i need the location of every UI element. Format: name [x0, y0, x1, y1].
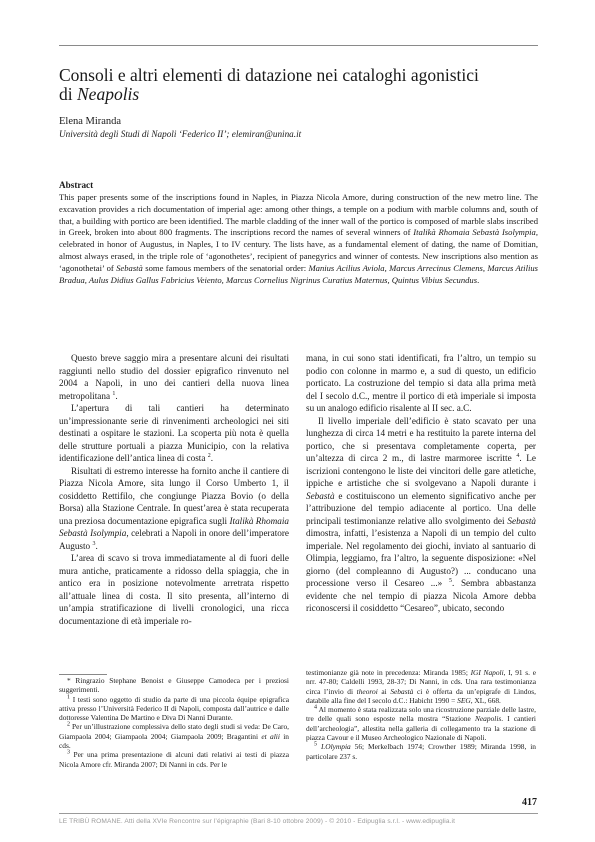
header-rule — [59, 45, 538, 46]
title-prefix: di — [59, 84, 77, 104]
body-paragraph: mana, in cui sono stati identificati, fra l’altro, un tempio su podio con colonne in marmo e, a sud di questo, un edificio porticato. La costruzione del tempio si data alla prima metà del I secolo d.C., mentre il portico di età imperiale si imposta su un analogo edificio risalente al II sec. a.C. — [306, 353, 536, 413]
publication-footer: LE TRIBÙ ROMANE. Atti della XVIe Rencontre sur l’épigraphie (Bari 8-10 ottobre 2009) - © 2010 - Edipuglia s.r.l. - www.edipuglia.it — [59, 818, 456, 825]
footnote-ref[interactable]: 4 — [516, 452, 520, 459]
footnote: $^3$ Per una prima presentazione di alcuni dati relativi ai testi di piazza Nicola Amore cfr. Miranda 2007; Di Nanni in cds. Per le — [59, 749, 289, 769]
footnote: * Ringrazio Stephane Benoist e Giuseppe Camodeca per i preziosi suggerimenti. — [59, 676, 289, 695]
body-paragraph: Il livello imperiale dell’edificio è stato scavato per una lunghezza di circa 14 metri e ha restituito la parete interna del portico, che si presentava completamente coperta, per un’altezza di circa 2 m., di lastre marmoree iscritte $^4$. Le iscrizioni contengono le liste dei vincitori delle gare atletiche, ippiche e artistiche che si svolgevano a Napoli durante i Sebastà e costituiscono un elemento significativo anche per l’attribuzione del tempio adiacente al portico. Una delle principali testimonianze relative allo svolgimento dei Sebastà dimostra, infatti, l’esistenza a Napoli di un tempio del culto imperiale. Nel regolamento dei giochi, inviato al santuario di Olimpia, leggiamo, fra l’altro, la seguente disposizione: «Nel giorno (del compleanno di Augusto?) ... conducano una processione verso il Cesareo ...» $^5$. Sembra abbastanza evidente che nel tempio di piazza Nicola Amore debba riconoscersi il cosiddetto “Cesareo”, ubicato, secondo — [306, 415, 537, 613]
footnote: $^1$ I testi sono oggetto di studio da parte di una piccola équipe epigrafica attiva presso l’Università Federico II di Napoli, composta dall’autrice e dalle dottoresse Valentina De Martino e Diva Di Nanni Durante. — [59, 694, 289, 723]
body-paragraph: L’area di scavo si trova immediatamente al di fuori delle mura antiche, praticamente a ridosso della spiaggia, che in antico era in posizione notevolmente arretrata rispetto all’attuale linea di costa. Il sito presenta, all’interno di un’ampia stratificazione di livelli cronologici, una ricca documentazione di età imperiale ro- — [59, 553, 289, 626]
footnote-continued: testimonianze già note in precedenza: Miranda 1985; IGI Napoli, I, 91 s. e nrr. 47-80; Caldelli 1993, 28-37; Di Nanni, in cds. Una rara testimonianza circa l’invio di theoroi ai Sebastà ci è offerta da un’epigrafe di Lindos, databile alla fine del I secolo d.C.: Habicht 1990 = SEG, XL, 668. — [306, 668, 536, 705]
footnotes-right — [306, 668, 536, 761]
abstract-heading: Abstract — [59, 180, 94, 190]
title-main: Consoli e altri elementi di datazione nei cataloghi agonistici — [59, 65, 479, 85]
footnote-ref[interactable]: 1 — [112, 390, 116, 397]
footnote: $^4$ Al momento è stata realizzata solo una ricostruzione parziale delle lastre, tre delle quali sono esposte nella mostra “Stazione Neapolis. I cantieri dell’archeologia”, allestita nella galleria di collegamento tra la stazione di piazza Cavour e il Museo Archeologico Nazionale di Napoli. — [306, 704, 536, 743]
body-paragraph: Questo breve saggio mira a presentare alcuni dei risultati raggiunti nello studio del dossier epigrafico rinvenuto nel 2004 a Napoli, in uno dei cantieri della nuova linea metropolitana $^1$. — [59, 353, 289, 401]
footnote-rule — [59, 674, 107, 675]
footnotes-left — [59, 676, 289, 769]
author-affiliation: Università degli Studi di Napoli ‘Federico II’; elemiran@unina.it — [59, 129, 302, 139]
body-paragraph: L’apertura di tali cantieri ha determinato un’impressionante serie di rinvenimenti archeologici nei siti destinati a ospitare le stazioni. La scoperta più nota è quella delle strutture portuali a piazza Municipio, con la relativa identificazione dell’antica linea di costa $^2$. — [59, 403, 289, 463]
footnote-ref[interactable]: 2 — [207, 452, 211, 459]
footnote: $^5$ I.Olympia 56; Merkelbach 1974; Crowther 1989; Miranda 1998, in particolare 237 s. — [306, 741, 536, 761]
body-paragraph: Risultati di estremo interesse ha fornito anche il cantiere di Piazza Nicola Amore, sita lungo il Corso Umberto 1, il cosiddetto Rettifilo, che congiunge Piazza Bovio (o della Borsa) alla Stazione Centrale. In quest’area è stata recuperata una preziosa documentazione epigrafica sugli Italikà Rhomaia Sebastà Isolympia, celebrati a Napoli in onore dell’imperatore Augusto $^3$. — [59, 465, 289, 551]
abstract-text: This paper presents some of the inscriptions found in Naples, in Piazza Nicola Amore, during construction of the new metro line. The excavation provides a rich documentation of imperial age: among other things, a temple on a podium with marble columns and, south of that, a building with portico are been identified. The marble cladding of the inner wall of the portico is composed of marble slabs inscribed in Greek, broken into about 800 fragments. The inscriptions record the names of several winners of Italikà Rhomaia Sebastà Isolympia, celebrated in honor of Augustus, in Naples, I to IV century. The lists have, as a fundamental element of dating, the name of Domitian, almost always erased, in the triple role of ‘agonothetes’, recipient of panegyrics and winner of contests. New inscriptions also mention as ‘agonothetai’ of Sebastà some famous members of the senatorial order: Manius Acilius Aviola, Marcus Arrecinus Clemens, Marcus Atilius Bradua, Aulus Didius Gallus Fabricius Veiento, Marcus Cornelius Nigrinus Curatius Maternus, Quintus Vibius Secundus. — [59, 192, 538, 285]
footnote-ref[interactable]: 5 — [448, 577, 452, 584]
footer-rule — [59, 813, 538, 814]
body-column-right — [306, 352, 536, 615]
article-title — [59, 66, 529, 104]
title-italic: Neapolis — [77, 84, 140, 104]
footnote-ref[interactable]: 3 — [92, 540, 96, 547]
footnote: $^2$ Per un’illustrazione complessiva dello stato degli studi si veda: De Caro, Giampaola 2004; Giampaola 2004; Giampaola 2009; Bragantini et alii in cds. — [59, 722, 289, 751]
page-number: 417 — [522, 797, 537, 808]
body-column-left — [59, 352, 289, 627]
author-name: Elena Miranda — [59, 116, 122, 127]
